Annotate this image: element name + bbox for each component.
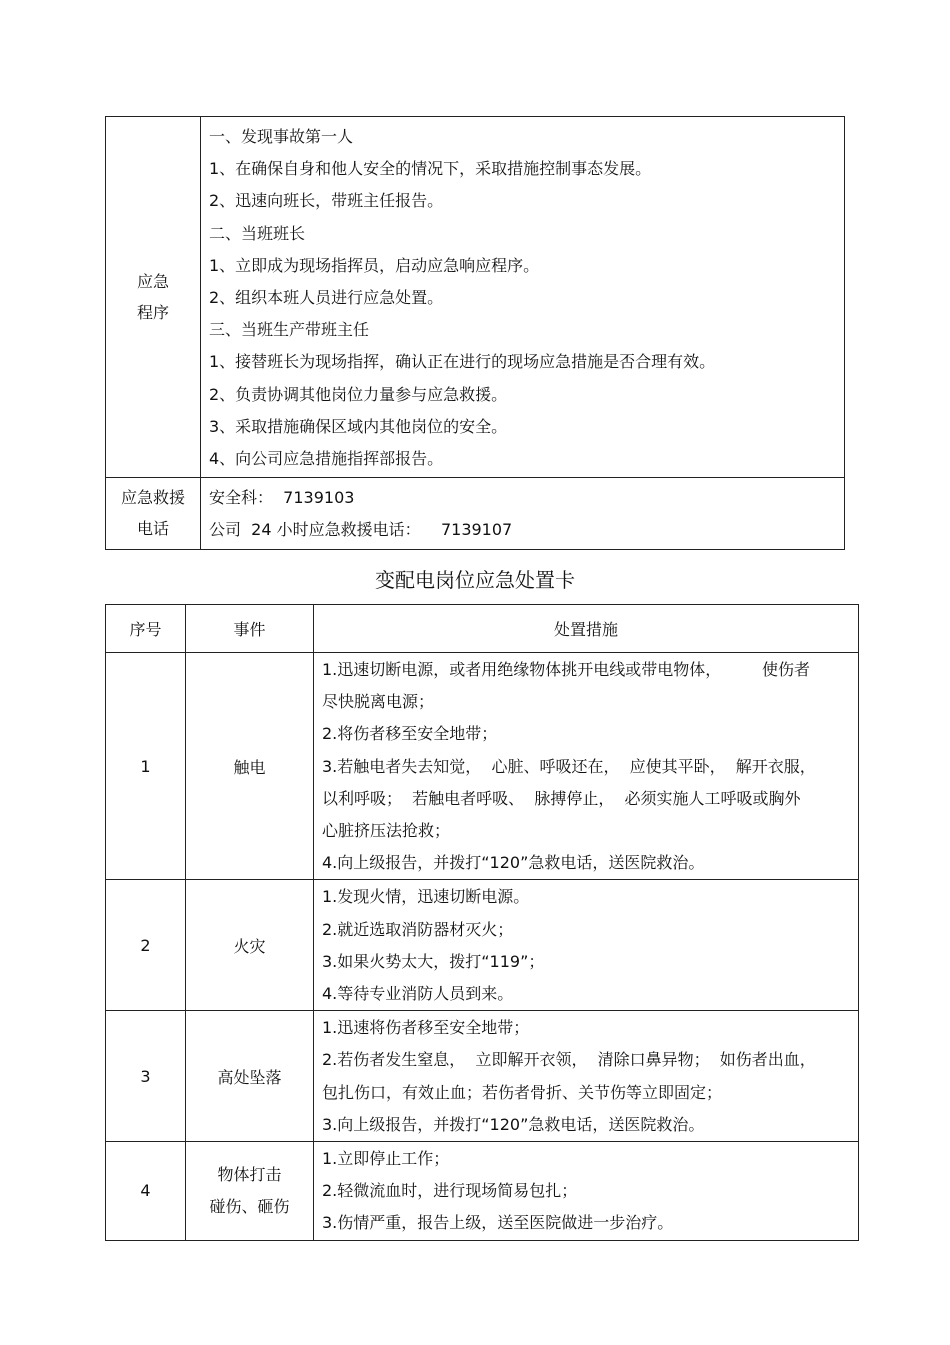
header-measures: 处置措施 [314, 605, 859, 653]
measure-line: 尽快脱离电源； [322, 692, 435, 712]
row-event [186, 880, 314, 1011]
row-number: 1 [106, 653, 186, 880]
procedure-label [106, 117, 201, 478]
measure-line: 1.迅速将伤者移至安全地带； [322, 1018, 530, 1038]
procedure-line: 3、采取措施确保区域内其他岗位的安全。 [209, 416, 508, 436]
measure-line: 2.将伤者移至安全地带； [322, 724, 498, 744]
phone-content [201, 478, 845, 549]
row-measures [314, 880, 859, 1011]
phone-row [106, 478, 845, 549]
row-event [186, 653, 314, 880]
procedure-line: 2、迅速向班长，带班主任报告。 [209, 191, 444, 211]
table-row [106, 1142, 859, 1241]
table-header-row [106, 605, 859, 653]
phone-label-line: 电话 [136, 519, 169, 539]
measure-line: 心脏挤压法抢救； [322, 821, 451, 841]
measure-line: 1.发现火情，迅速切断电源。 [322, 887, 530, 907]
phone-line: 公司 24 小时应急救援电话： 7139107 [209, 520, 513, 540]
row-number: 2 [106, 880, 186, 1011]
phone-line: 安全科： 7139103 [209, 488, 355, 508]
procedure-line: 三、当班生产带班主任 [209, 320, 370, 340]
emergency-info-table [105, 116, 845, 550]
event-line: 火灾 [233, 936, 266, 956]
procedure-line: 4、向公司应急措施指挥部报告。 [209, 449, 444, 469]
measure-line: 1.立即停止工作； [322, 1149, 450, 1169]
header-event: 事件 [186, 605, 314, 653]
measure-line: 3.向上级报告，并拨打“120”急救电话，送医院救治。 [322, 1114, 705, 1134]
event-line: 物体打击 [217, 1164, 282, 1184]
measure-line: 4.向上级报告，并拨打“120”急救电话，送医院救治。 [322, 853, 705, 873]
row-number: 3 [106, 1011, 186, 1142]
table-row [106, 1011, 859, 1142]
measure-line: 3.若触电者失去知觉， 心脏、呼吸还在， 应使其平卧， 解开衣服， [322, 756, 816, 776]
phone-label-line: 应急救援 [120, 488, 185, 508]
row-number: 4 [106, 1142, 186, 1241]
header-no: 序号 [106, 605, 186, 653]
card-title: 变配电岗位应急处置卡 [375, 568, 575, 592]
procedure-line: 1、在确保自身和他人安全的情况下，采取措施控制事态发展。 [209, 159, 652, 179]
event-line: 触电 [233, 757, 266, 777]
event-line: 碰伤、砸伤 [209, 1196, 290, 1216]
measure-line: 2.若伤者发生窒息， 立即解开衣领， 清除口鼻异物； 如伤者出血， [322, 1050, 816, 1070]
procedure-line: 二、当班班长 [209, 223, 306, 243]
procedure-line: 一、发现事故第一人 [209, 127, 354, 146]
measure-line: 以利呼吸； 若触电者呼吸、 脉搏停止， 必须实施人工呼吸或胸外 [322, 788, 801, 808]
event-line: 高处坠落 [217, 1067, 282, 1087]
measure-line: 3.如果火势太大，拨打“119”； [322, 951, 545, 971]
measure-line: 2.轻微流血时，进行现场简易包扎； [322, 1181, 578, 1201]
procedure-label-line: 应急 [136, 272, 169, 292]
measure-line: 包扎伤口，有效止血；若伤者骨折、关节伤等立即固定； [322, 1082, 723, 1102]
procedure-label-line: 程序 [136, 303, 169, 323]
measure-line: 1.迅速切断电源，或者用绝缘物体挑开电线或带电物体， 使伤者 [322, 660, 810, 679]
procedure-row [106, 117, 845, 478]
disposal-table [105, 604, 859, 1241]
phone-label [106, 478, 201, 549]
row-event [186, 1011, 314, 1142]
procedure-line: 1、接替班长为现场指挥，确认正在进行的现场应急措施是否合理有效。 [209, 352, 716, 372]
table-row [106, 880, 859, 1011]
procedure-line: 1、立即成为现场指挥员，启动应急响应程序。 [209, 255, 540, 275]
row-measures [314, 1011, 859, 1142]
table-row [106, 653, 859, 880]
measure-line: 2.就近选取消防器材灭火； [322, 919, 514, 939]
row-event [186, 1142, 314, 1241]
row-measures [314, 1142, 859, 1241]
measure-line: 4.等待专业消防人员到来。 [322, 984, 514, 1004]
procedure-line: 2、负责协调其他岗位力量参与应急救援。 [209, 384, 508, 404]
row-measures [314, 653, 859, 880]
measure-line: 3.伤情严重，报告上级，送至医院做进一步治疗。 [322, 1213, 674, 1233]
procedure-line: 2、组织本班人员进行应急处置。 [209, 288, 444, 308]
procedure-content [201, 117, 845, 478]
